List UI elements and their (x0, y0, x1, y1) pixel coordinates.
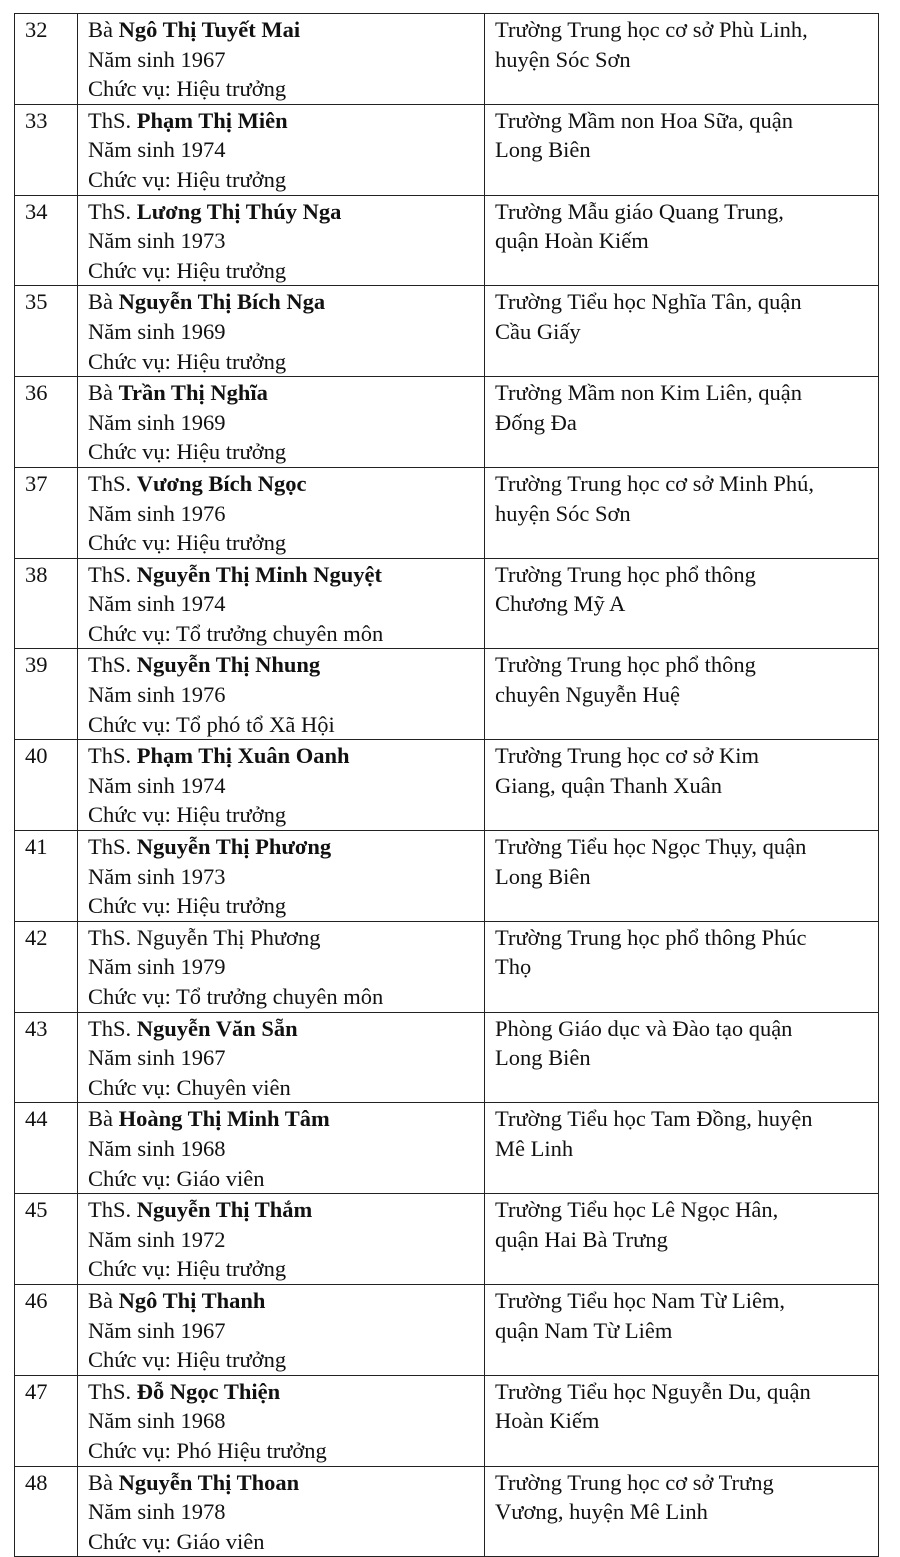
unit-line: Long Biên (495, 137, 591, 163)
unit-line: Long Biên (495, 1045, 591, 1071)
unit-cell (485, 1194, 879, 1285)
person-title: ThS. (88, 1378, 132, 1404)
unit-line: Trường Trung học phổ thông (495, 652, 756, 678)
person-name-line (88, 1195, 484, 1225)
person-name-line (88, 287, 484, 317)
unit-line: Hoàn Kiếm (495, 1408, 600, 1434)
row-number: 48 (25, 1469, 48, 1495)
unit-line: quận Hoàn Kiếm (495, 228, 649, 254)
person-cell (78, 14, 485, 105)
row-number-cell (15, 558, 78, 649)
person-name: Nguyễn Thị Thoan (118, 1469, 300, 1495)
birth-year: Năm sinh 1974 (88, 591, 226, 617)
person-name-line (88, 1014, 484, 1044)
unit-line: Trường Trung học cơ sở Phù Linh, (495, 17, 808, 42)
position: Chức vụ: Hiệu trưởng (88, 348, 287, 374)
person-name-line (88, 1286, 484, 1316)
person-name: Nguyễn Thị Minh Nguyệt (136, 561, 383, 587)
unit-line: Trường Trung học cơ sở Trưng (495, 1469, 774, 1495)
person-title: ThS. (88, 652, 132, 678)
person-name: Nguyễn Văn Sẵn (136, 1015, 298, 1041)
unit-line: Trường Tiểu học Ngọc Thụy, quận (495, 834, 807, 860)
person-title: ThS. (88, 924, 132, 950)
unit-cell (485, 195, 879, 286)
table-row (15, 740, 879, 831)
position: Chức vụ: Hiệu trưởng (88, 1347, 287, 1373)
unit-cell (485, 831, 879, 922)
table-row (15, 649, 879, 740)
unit-cell (485, 1103, 879, 1194)
row-number-cell (15, 1466, 78, 1557)
row-number-cell (15, 467, 78, 558)
person-name-line (88, 741, 484, 771)
table-row (15, 104, 879, 195)
position: Chức vụ: Hiệu trưởng (88, 1256, 287, 1282)
person-name: Nguyễn Thị Bích Nga (118, 289, 326, 315)
person-cell (78, 1194, 485, 1285)
person-name-line (88, 650, 484, 680)
position: Chức vụ: Hiệu trưởng (88, 166, 287, 192)
row-number: 46 (25, 1287, 48, 1313)
table-row (15, 1466, 879, 1557)
birth-year: Năm sinh 1967 (88, 46, 226, 72)
birth-year: Năm sinh 1967 (88, 1317, 226, 1343)
row-number-cell (15, 1284, 78, 1375)
row-number-cell (15, 377, 78, 468)
unit-line: Đống Đa (495, 409, 577, 435)
person-title: Bà (88, 1287, 113, 1313)
row-number-cell (15, 286, 78, 377)
birth-year: Năm sinh 1974 (88, 772, 226, 798)
person-name-line (88, 197, 484, 227)
unit-line: quận Hai Bà Trưng (495, 1226, 668, 1252)
position: Chức vụ: Tổ trưởng chuyên môn (88, 620, 384, 646)
unit-cell (485, 286, 879, 377)
row-number: 42 (25, 924, 48, 950)
person-name-line (88, 832, 484, 862)
row-number-cell (15, 921, 78, 1012)
position: Chức vụ: Giáo viên (88, 1528, 265, 1554)
birth-year: Năm sinh 1979 (88, 954, 226, 980)
unit-line: Trường Trung học phổ thông (495, 561, 756, 587)
row-number: 38 (25, 561, 48, 587)
position: Chức vụ: Giáo viên (88, 1165, 265, 1191)
person-name: Trần Thị Nghĩa (118, 380, 268, 406)
birth-year: Năm sinh 1973 (88, 863, 226, 889)
table-row (15, 1284, 879, 1375)
unit-cell (485, 740, 879, 831)
row-number-cell (15, 1103, 78, 1194)
unit-line: huyện Sóc Sơn (495, 46, 631, 72)
birth-year: Năm sinh 1967 (88, 1045, 226, 1071)
person-name: Phạm Thị Miên (136, 107, 288, 133)
table-row (15, 558, 879, 649)
person-name: Ngô Thị Tuyết Mai (118, 17, 301, 42)
person-title: ThS. (88, 834, 132, 860)
unit-line: Trường Trung học phổ thông Phúc (495, 924, 807, 950)
row-number-cell (15, 831, 78, 922)
person-cell (78, 1012, 485, 1103)
birth-year: Năm sinh 1976 (88, 500, 226, 526)
unit-cell (485, 1284, 879, 1375)
unit-line: Long Biên (495, 863, 591, 889)
unit-line: Trường Mẫu giáo Quang Trung, (495, 198, 784, 224)
position: Chức vụ: Hiệu trưởng (88, 76, 287, 102)
unit-cell (485, 921, 879, 1012)
person-cell (78, 1103, 485, 1194)
unit-line: quận Nam Từ Liêm (495, 1317, 673, 1343)
birth-year: Năm sinh 1968 (88, 1408, 226, 1434)
unit-cell (485, 377, 879, 468)
unit-line: Trường Trung học cơ sở Kim (495, 743, 759, 769)
unit-line: Phòng Giáo dục và Đào tạo quận (495, 1015, 793, 1041)
row-number-cell (15, 1375, 78, 1466)
row-number: 32 (25, 17, 48, 42)
person-name-line (88, 1377, 484, 1407)
position: Chức vụ: Chuyên viên (88, 1074, 291, 1100)
person-title: ThS. (88, 470, 132, 496)
unit-line: huyện Sóc Sơn (495, 500, 631, 526)
person-name-line (88, 469, 484, 499)
person-title: ThS. (88, 561, 132, 587)
person-cell (78, 740, 485, 831)
row-number-cell (15, 104, 78, 195)
person-cell (78, 104, 485, 195)
birth-year: Năm sinh 1968 (88, 1135, 226, 1161)
person-cell (78, 1375, 485, 1466)
table-row (15, 1194, 879, 1285)
unit-line: Trường Tiểu học Nghĩa Tân, quận (495, 289, 802, 315)
unit-line: Vương, huyện Mê Linh (495, 1499, 708, 1525)
unit-line: Cầu Giấy (495, 318, 581, 344)
person-title: ThS. (88, 198, 132, 224)
row-number-cell (15, 1194, 78, 1285)
table-row (15, 467, 879, 558)
position: Chức vụ: Hiệu trưởng (88, 530, 287, 556)
position: Chức vụ: Tổ trưởng chuyên môn (88, 984, 384, 1009)
row-number: 44 (25, 1106, 48, 1132)
person-cell (78, 921, 485, 1012)
person-cell (78, 1284, 485, 1375)
position: Chức vụ: Hiệu trưởng (88, 257, 287, 283)
person-name: Nguyễn Thị Nhung (136, 652, 321, 678)
row-number-cell (15, 195, 78, 286)
row-number: 40 (25, 743, 48, 769)
person-name: Nguyễn Thị Phương (136, 834, 332, 860)
unit-line: Trường Tiểu học Tam Đồng, huyện (495, 1106, 813, 1132)
unit-line: chuyên Nguyễn Huệ (495, 682, 680, 708)
row-number: 35 (25, 289, 48, 315)
person-cell (78, 1466, 485, 1557)
person-title: Bà (88, 1469, 113, 1495)
person-cell (78, 649, 485, 740)
birth-year: Năm sinh 1974 (88, 137, 226, 163)
birth-year: Năm sinh 1972 (88, 1226, 226, 1252)
table-row (15, 921, 879, 1012)
unit-cell (485, 467, 879, 558)
row-number: 45 (25, 1197, 48, 1223)
row-number-cell (15, 649, 78, 740)
table-row (15, 1012, 879, 1103)
unit-line: Trường Trung học cơ sở Minh Phú, (495, 470, 814, 496)
birth-year: Năm sinh 1978 (88, 1499, 226, 1525)
position: Chức vụ: Hiệu trưởng (88, 439, 287, 465)
person-title: Bà (88, 380, 113, 406)
person-name: Lương Thị Thúy Nga (136, 198, 342, 224)
unit-cell (485, 1012, 879, 1103)
row-number: 37 (25, 470, 48, 496)
person-name-line (88, 378, 484, 408)
unit-cell (485, 1466, 879, 1557)
row-number: 47 (25, 1378, 48, 1404)
person-title: ThS. (88, 107, 132, 133)
row-number: 41 (25, 834, 48, 860)
person-name-line (88, 106, 484, 136)
person-name: Đỗ Ngọc Thiện (136, 1378, 281, 1404)
unit-cell (485, 14, 879, 105)
person-name: Nguyễn Thị Thắm (136, 1197, 313, 1223)
person-cell (78, 377, 485, 468)
birth-year: Năm sinh 1976 (88, 682, 226, 708)
person-name-line (88, 1104, 484, 1134)
person-name-line (88, 923, 484, 953)
person-name: Vương Bích Ngọc (136, 470, 307, 496)
person-name: Hoàng Thị Minh Tâm (118, 1106, 330, 1132)
table-row (15, 286, 879, 377)
birth-year: Năm sinh 1969 (88, 409, 226, 435)
person-name: Ngô Thị Thanh (118, 1287, 266, 1313)
person-name-line (88, 1468, 484, 1498)
table-row (15, 831, 879, 922)
unit-line: Trường Tiểu học Lê Ngọc Hân, (495, 1197, 779, 1223)
person-title: ThS. (88, 743, 132, 769)
unit-line: Trường Mầm non Kim Liên, quận (495, 380, 803, 406)
position: Chức vụ: Phó Hiệu trưởng (88, 1437, 327, 1463)
table-row (15, 14, 879, 105)
unit-cell (485, 649, 879, 740)
birth-year: Năm sinh 1973 (88, 228, 226, 254)
unit-line: Thọ (495, 954, 532, 980)
unit-line: Trường Tiểu học Nam Từ Liêm, (495, 1287, 786, 1313)
unit-line: Giang, quận Thanh Xuân (495, 772, 723, 798)
person-cell (78, 195, 485, 286)
person-title: ThS. (88, 1197, 132, 1223)
person-name: Phạm Thị Xuân Oanh (136, 743, 350, 769)
person-title: Bà (88, 289, 113, 315)
table-row (15, 377, 879, 468)
person-title: Bà (88, 1106, 113, 1132)
row-number-cell (15, 14, 78, 105)
unit-cell (485, 1375, 879, 1466)
row-number: 33 (25, 107, 48, 133)
row-number: 43 (25, 1015, 48, 1041)
awardees-table (14, 13, 879, 1557)
unit-cell (485, 558, 879, 649)
person-name-line (88, 15, 484, 45)
position: Chức vụ: Hiệu trưởng (88, 893, 287, 919)
table-body (15, 14, 879, 1557)
person-name-line (88, 560, 484, 590)
position: Chức vụ: Hiệu trưởng (88, 802, 287, 828)
person-title: ThS. (88, 1015, 132, 1041)
unit-line: Trường Tiểu học Nguyễn Du, quận (495, 1378, 811, 1404)
table-row (15, 1103, 879, 1194)
person-name: Nguyễn Thị Phương (136, 924, 321, 950)
position: Chức vụ: Tổ phó tổ Xã Hội (88, 711, 335, 737)
table-row (15, 195, 879, 286)
person-cell (78, 831, 485, 922)
unit-cell (485, 104, 879, 195)
unit-line: Chương Mỹ A (495, 591, 626, 617)
unit-line: Mê Linh (495, 1135, 574, 1161)
person-cell (78, 286, 485, 377)
person-cell (78, 467, 485, 558)
row-number-cell (15, 740, 78, 831)
person-title: Bà (88, 17, 113, 42)
row-number-cell (15, 1012, 78, 1103)
row-number: 39 (25, 652, 48, 678)
row-number: 36 (25, 380, 48, 406)
row-number: 34 (25, 198, 48, 224)
table-row (15, 1375, 879, 1466)
person-cell (78, 558, 485, 649)
unit-line: Trường Mầm non Hoa Sữa, quận (495, 107, 793, 133)
birth-year: Năm sinh 1969 (88, 318, 226, 344)
